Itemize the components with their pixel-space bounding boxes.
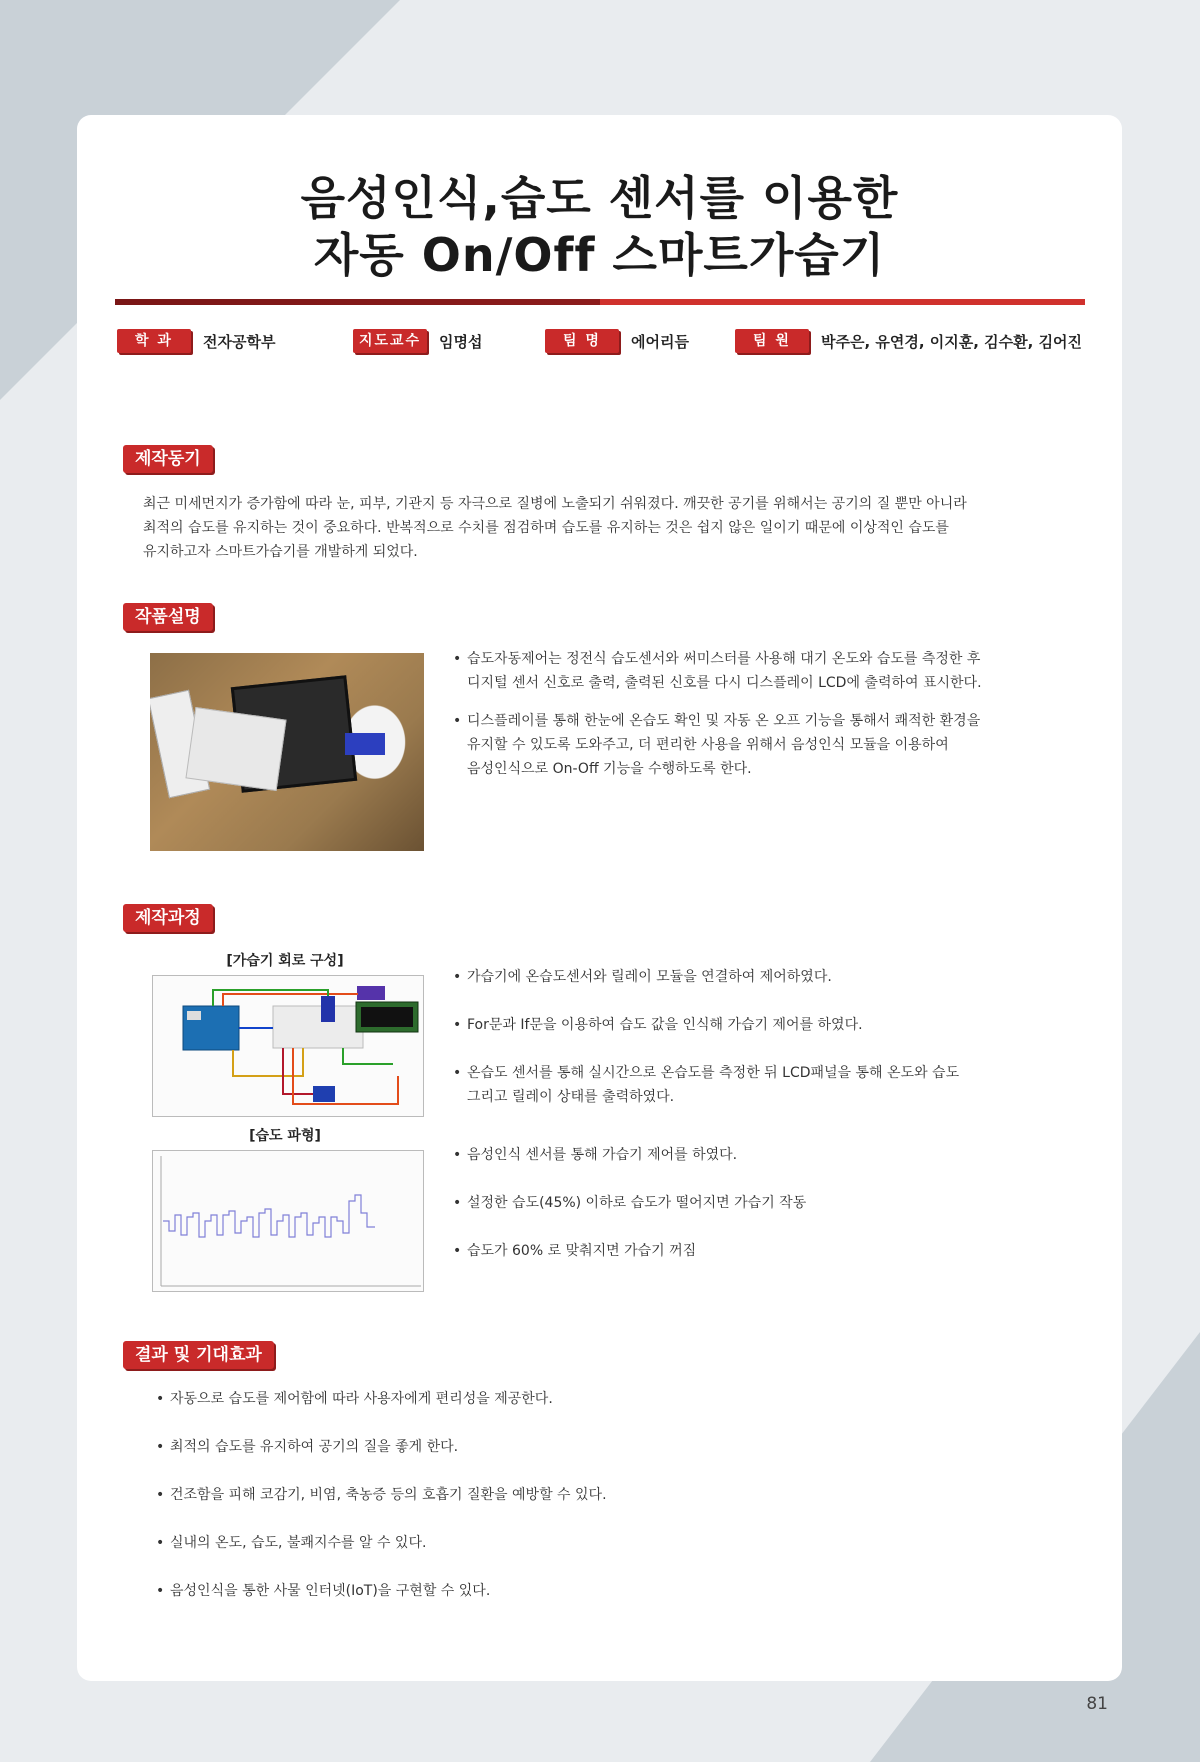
humidity-waveform-drawing bbox=[153, 1151, 423, 1291]
list-item: • 음성인식 센서를 통해 가습기 제어를 하였다. bbox=[453, 1143, 1103, 1167]
professor-label: 지도교수 bbox=[353, 329, 427, 353]
list-item: • 디스플레이를 통해 한눈에 온습도 확인 및 자동 온 오프 기능을 통해서 쾌적한 환경을 유지할 수 있도록 도와주고, 더 편리한 사용을 위해서 음성인식 모듈을 이용하여 음성인식으로 On-Off 기능을 수행하도록 한다. bbox=[453, 709, 1103, 781]
list-item: • 실내의 온도, 습도, 불쾌지수를 알 수 있다. bbox=[156, 1531, 1056, 1555]
section-heading-description: 작품설명 bbox=[123, 603, 213, 631]
wave-caption: [습도 파형] bbox=[249, 1128, 321, 1144]
title-line-2: 자동 On/Off 스마트가습기 bbox=[313, 228, 886, 282]
list-item: • 습도가 60% 로 맞춰지면 가습기 꺼짐 bbox=[453, 1239, 1103, 1263]
info-department bbox=[117, 329, 275, 353]
page-title bbox=[77, 170, 1122, 284]
sensor-module bbox=[321, 996, 335, 1022]
list-item: • 음성인식을 통한 사물 인터넷(IoT)을 구현할 수 있다. bbox=[156, 1579, 1056, 1603]
info-professor bbox=[353, 329, 482, 353]
section-heading-motivation: 제작동기 bbox=[123, 445, 213, 473]
members-label: 팀 원 bbox=[735, 329, 809, 353]
team-value: 에어리듬 bbox=[631, 332, 689, 351]
voice-module bbox=[357, 986, 385, 1000]
page-number: 81 bbox=[1086, 1694, 1108, 1714]
circuit-diagram-drawing bbox=[153, 976, 423, 1116]
title-divider bbox=[115, 299, 1085, 305]
humidity-waveform bbox=[152, 1150, 424, 1292]
breadboard-shape bbox=[185, 707, 286, 791]
breadboard bbox=[273, 1006, 363, 1048]
list-item: • For문과 If문을 이용하여 습도 값을 인식해 가습기 제어를 하였다. bbox=[453, 1013, 1103, 1037]
motivation-paragraph bbox=[143, 492, 1093, 564]
results-bullets bbox=[156, 1387, 1056, 1603]
list-item: • 습도자동제어는 정전식 습도센서와 써미스터를 사용해 대기 온도와 습도를 측정한 후 디지털 센서 신호로 출력, 출력된 신호를 다시 디스플레이 LCD에 출력하여 표시한다. bbox=[453, 647, 1103, 695]
info-members bbox=[735, 329, 1082, 353]
title-line-1: 음성인식,습도 센서를 이용한 bbox=[300, 171, 899, 225]
list-item: • 건조함을 피해 코감기, 비염, 축농증 등의 호흡기 질환을 예방할 수 있다. bbox=[156, 1483, 1056, 1507]
department-label: 학 과 bbox=[117, 329, 191, 353]
info-team bbox=[545, 329, 689, 353]
section-heading-results: 결과 및 기대효과 bbox=[123, 1341, 274, 1369]
motivation-line: 최근 미세먼지가 증가함에 따라 눈, 피부, 기관지 등 자극으로 질병에 노출되기 쉬워졌다. 깨끗한 공기를 위해서는 공기의 질 뿐만 아니라 bbox=[143, 496, 967, 512]
list-item: • 온습도 센서를 통해 실시간으로 온습도를 측정한 뒤 LCD패널을 통해 온도와 습도 그리고 릴레이 상태를 출력하였다. bbox=[453, 1061, 1103, 1109]
list-item: • 최적의 습도를 유지하여 공기의 질을 좋게 한다. bbox=[156, 1435, 1056, 1459]
team-label: 팀 명 bbox=[545, 329, 619, 353]
list-item: • 가습기에 온습도센서와 릴레이 모듈을 연결하여 제어하였다. bbox=[453, 965, 1103, 989]
description-bullets bbox=[453, 647, 1103, 781]
motivation-line: 최적의 습도를 유지하는 것이 중요하다. 반복적으로 수치를 점검하며 습도를 유지하는 것은 쉽지 않은 일이기 때문에 이상적인 습도를 bbox=[143, 520, 949, 536]
department-value: 전자공학부 bbox=[203, 332, 276, 351]
list-item: • 설정한 습도(45%) 이하로 습도가 떨어지면 가습기 작동 bbox=[453, 1191, 1103, 1215]
circuit-caption: [가습기 회로 구성] bbox=[226, 953, 344, 969]
list-item: • 자동으로 습도를 제어함에 따라 사용자에게 편리성을 제공한다. bbox=[156, 1387, 1056, 1411]
process-bullets bbox=[453, 965, 1103, 1263]
lcd-shape bbox=[345, 733, 385, 755]
professor-value: 임명섭 bbox=[439, 332, 483, 351]
humidity-waveform-line bbox=[163, 1195, 375, 1237]
motivation-line: 유지하고자 스마트가습기를 개발하게 되었다. bbox=[143, 544, 418, 560]
relay-module bbox=[313, 1086, 335, 1102]
prototype-photo bbox=[150, 653, 424, 851]
members-value: 박주은, 유연경, 이지훈, 김수환, 김어진 bbox=[821, 332, 1083, 351]
circuit-diagram bbox=[152, 975, 424, 1117]
info-row bbox=[77, 329, 1122, 357]
poster-card bbox=[77, 115, 1122, 1681]
section-heading-process: 제작과정 bbox=[123, 904, 213, 932]
